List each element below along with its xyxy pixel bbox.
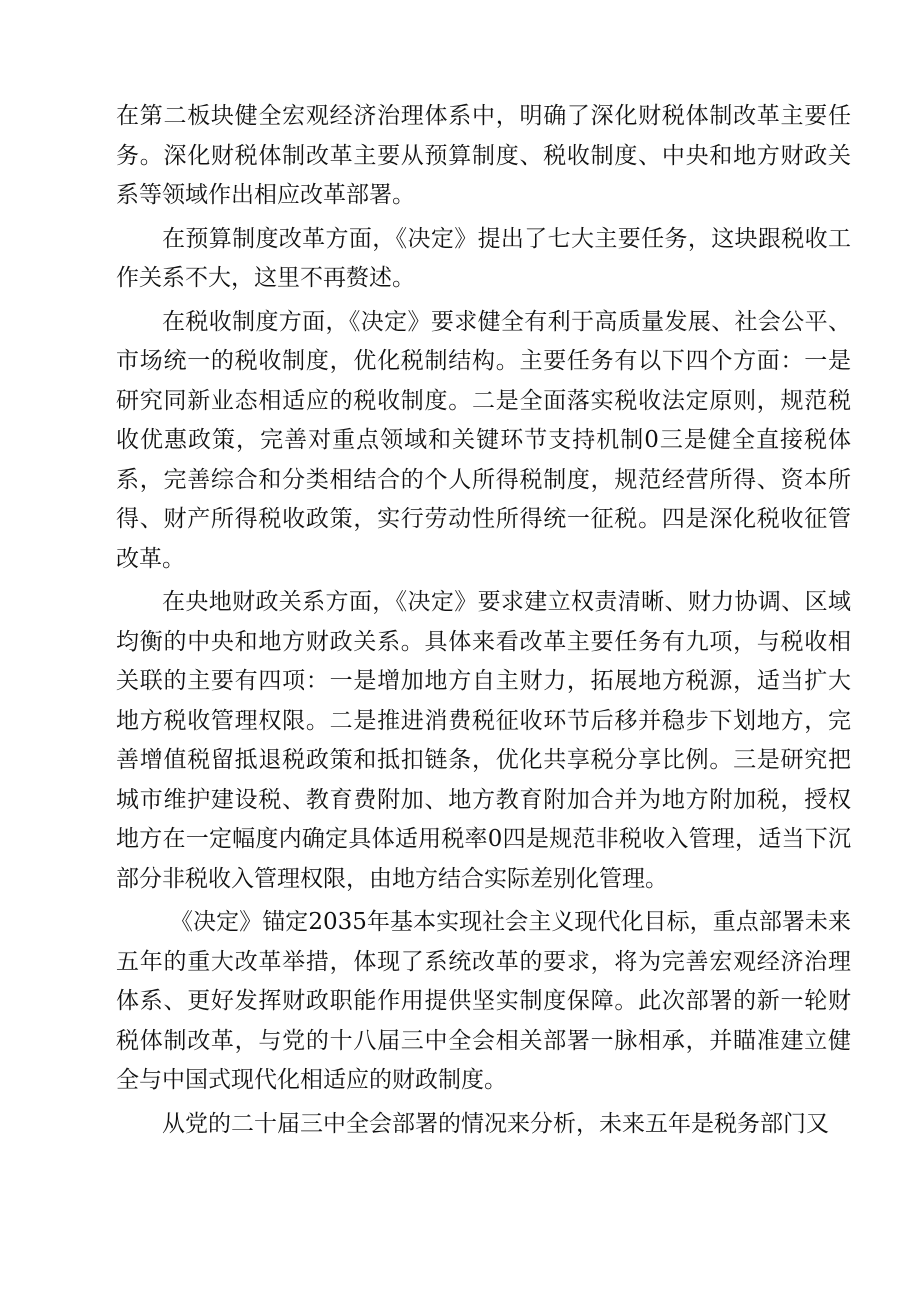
paragraph-tax-system: 在税收制度方面，《决定》要求健全有利于高质量发展、社会公平、市场统一的税收制度，优化税制结构。主要任务有以下四个方面：一是研究同新业态相适应的税收制度。二是全面落实税收法定原则，规范税收优惠政策，完善对重点领域和关键环节支持机制0三是健全直接税体系，完善综合和分类相结合的个人所得税制度，规范经营所得、资本所得、财产所得税收政策，实行劳动性所得统一征税。四是深化税收征管改革。 [116,308,851,572]
paragraph-decision-summary: 《决定》锚定2035年基本实现社会主义现代化目标，重点部署未来五年的重大改革举措，体现了系统改革的要求，将为完善宏观经济治理体系、更好发挥财政职能作用提供坚实制度保障。此次部署的新一轮财税体制改革，与党的十八届三中全会相关部署一脉相承，并瞄准建立健全与中国式现代化相适应的财政制度。 [116,909,851,1093]
paragraph-fiscal-relations: 在央地财政关系方面，《决定》要求建立权责清晰、财力协调、区域均衡的中央和地方财政关系。具体来看改革主要任务有九项，与税收相关联的主要有四项：一是增加地方自主财力，拓展地方税源，适当扩大地方税收管理权限。二是推进消费税征收环节后移并稳步下划地方，完善增值税留抵退税政策和抵扣链条，优化共享税分享比例。三是研究把城市维护建设税、教育费附加、地方教育附加合并为地方附加税，授权地方在一定幅度内确定具体适用税率0四是规范非税收入管理，适当下沉部分非税收入管理权限，由地方结合实际差别化管理。 [116,589,851,892]
paragraph-continuation: 在第二板块健全宏观经济治理体系中，明确了深化财税体制改革主要任务。深化财税体制改革主要从预算制度、税收制度、中央和地方财政关系等领域作出相应改革部署。 [116,103,851,208]
paragraph-analysis: 从党的二十届三中全会部署的情况来分析，未来五年是税务部门又 [162,1110,829,1137]
document-body [116,97,851,1148]
paragraph-budget-reform: 在预算制度改革方面，《决定》提出了七大主要任务，这块跟税收工作关系不大，这里不再赘述。 [116,225,851,291]
